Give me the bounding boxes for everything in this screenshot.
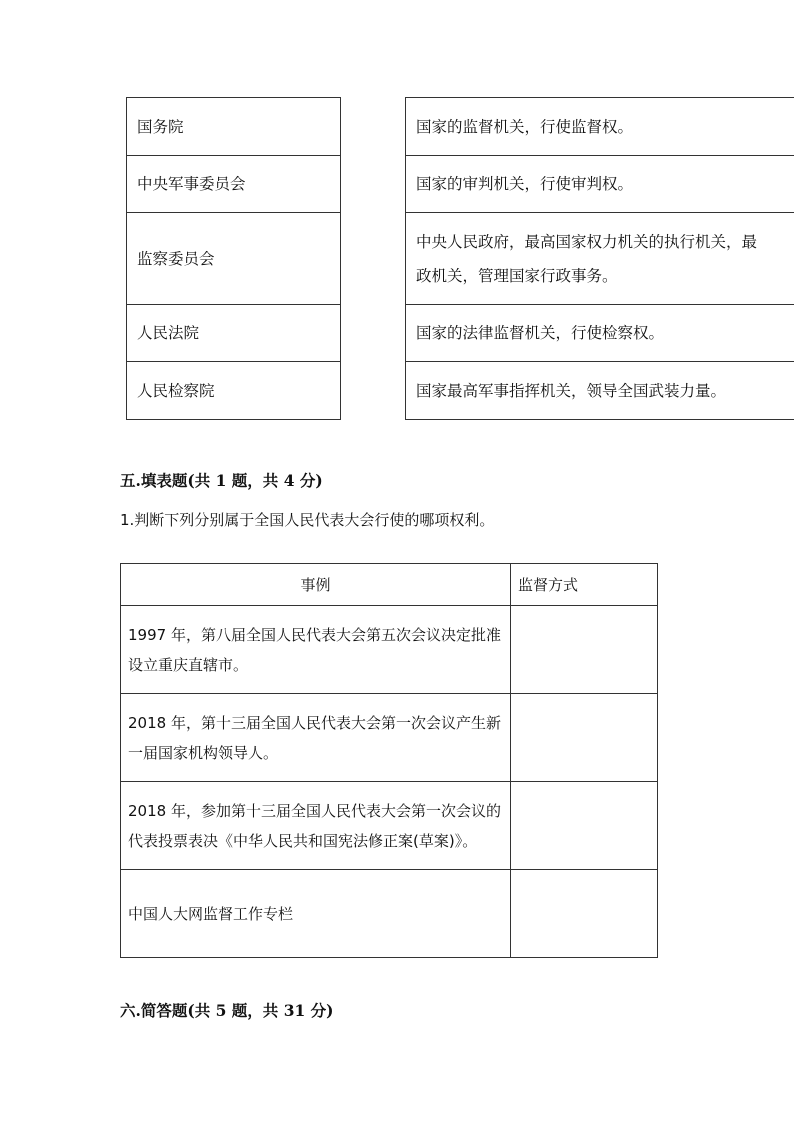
table-row [127, 305, 341, 362]
left-item: 监察委员会 [127, 213, 341, 305]
table-row [406, 213, 794, 305]
table-row [121, 606, 658, 694]
table-row [406, 98, 794, 156]
right-item [406, 362, 794, 420]
right-item [406, 98, 794, 156]
event-cell: 2018 年，参加第十三届全国人民代表大会第一次会议的代表投票表决《中华人民共和国宪法修正案(草案)》。 [121, 782, 511, 870]
column-header-method: 监督方式 [511, 564, 658, 606]
right-item-line: 国家的审判机关，行使审判权。 [416, 175, 634, 193]
right-item [406, 213, 794, 305]
table-row [127, 156, 341, 213]
table-row [127, 362, 341, 420]
left-item: 中央军事委员会 [127, 156, 341, 213]
table-header-row [121, 564, 658, 606]
answer-cell[interactable] [511, 782, 658, 870]
table-row [121, 782, 658, 870]
right-item [406, 305, 794, 362]
table-row [406, 305, 794, 362]
section-title: 五.填表题(共 1 题，共 4 分) [120, 471, 323, 490]
right-item-line: 国家的法律监督机关，行使检察权。 [416, 324, 665, 342]
right-item-line: 国家最高军事指挥机关，领导全国武装力量。 [416, 381, 727, 400]
table-row [406, 362, 794, 420]
left-item: 国务院 [127, 98, 341, 156]
right-item-line: 政机关，管理国家行政事务。 [416, 266, 618, 285]
event-cell: 中国人大网监督工作专栏 [121, 870, 511, 958]
right-item [406, 156, 794, 213]
matching-left-table [126, 97, 341, 420]
table-row [127, 98, 341, 156]
table-row [121, 694, 658, 782]
answer-cell[interactable] [511, 694, 658, 782]
table-row [406, 156, 794, 213]
left-item: 人民法院 [127, 305, 341, 362]
table-row [127, 213, 341, 305]
section-title: 六.简答题(共 5 题，共 31 分) [120, 1001, 334, 1020]
answer-cell[interactable] [511, 870, 658, 958]
left-item: 人民检察院 [127, 362, 341, 420]
event-cell: 1997 年，第八届全国人民代表大会第五次会议决定批准设立重庆直辖市。 [121, 606, 511, 694]
right-item-line: 中央人民政府，最高国家权力机关的执行机关，最 [416, 232, 758, 251]
event-cell: 2018 年，第十三届全国人民代表大会第一次会议产生新一届国家机构领导人。 [121, 694, 511, 782]
table-row [121, 870, 658, 958]
question-text: 1.判断下列分别属于全国人民代表大会行使的哪项权利。 [120, 511, 495, 529]
fill-in-table [120, 563, 658, 958]
right-item-line: 国家的监督机关，行使监督权。 [416, 117, 634, 136]
matching-right-table [405, 97, 794, 420]
answer-cell[interactable] [511, 606, 658, 694]
column-header-event: 事例 [121, 564, 511, 606]
